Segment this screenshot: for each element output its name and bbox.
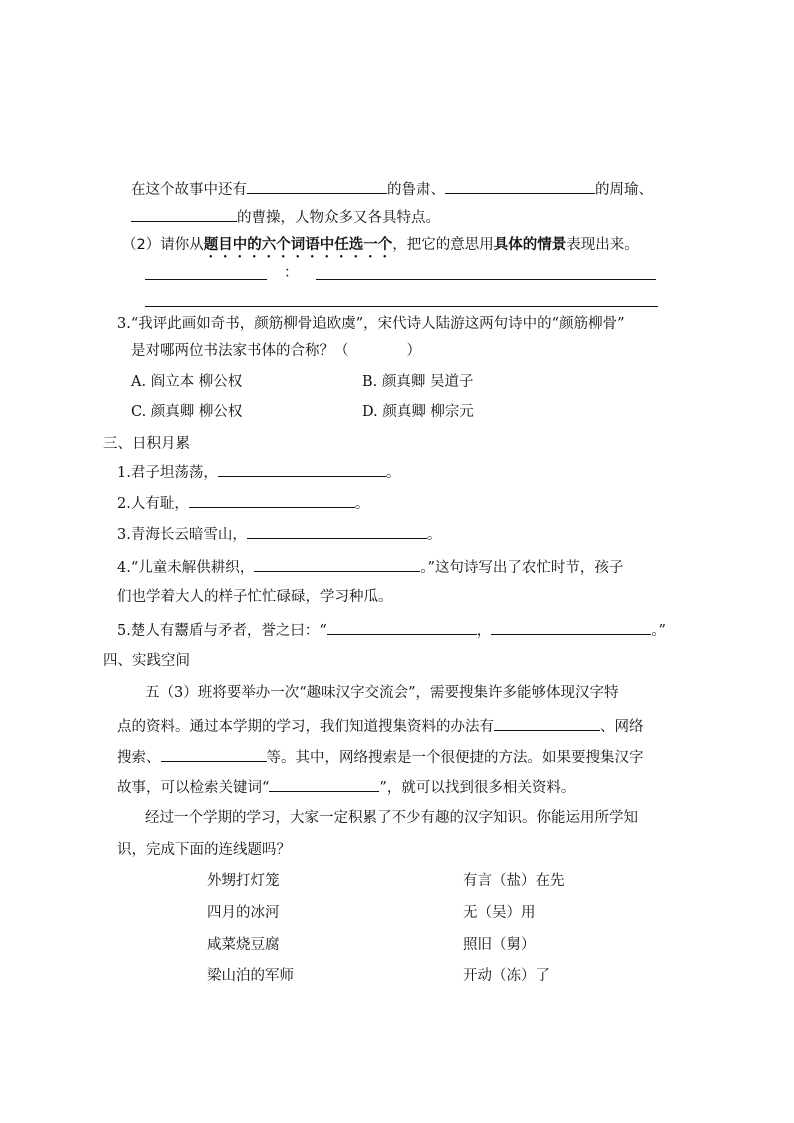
item-text: 5.楚人有鬻盾与矛者，誉之曰：“ [117, 623, 327, 639]
practice-para-1-line-4 [117, 776, 575, 798]
story-line-1 [131, 178, 653, 200]
match-left-item[interactable]: 四月的冰河 [207, 905, 280, 921]
blank-4[interactable] [254, 556, 420, 572]
option-d[interactable] [362, 402, 474, 422]
option-text: 颜真卿 柳宗元 [382, 404, 474, 420]
practice-para-1-line-2 [117, 715, 644, 737]
question-3-line-2: 是对哪两位书法家书体的合称？（ ） [131, 343, 421, 359]
blank-1[interactable] [218, 461, 386, 477]
option-text: 阎立本 柳公权 [150, 374, 243, 390]
emphasis-text: 具体的情景 [493, 237, 567, 253]
para-text: ”，就可以找到很多相关资料。 [379, 780, 576, 796]
blank-caocao[interactable] [131, 206, 237, 222]
item-text: 1.君子坦荡荡， [117, 465, 218, 481]
recite-item-2 [117, 492, 369, 514]
story-text: 在这个故事中还有 [131, 182, 247, 198]
recite-item-5 [117, 619, 666, 641]
practice-para-2-line-2: 识，完成下面的连线题吗？ [117, 842, 291, 858]
blank-5b[interactable] [491, 619, 651, 635]
item-text: 。” [651, 623, 666, 639]
question-text: 表现出来。 [566, 237, 639, 253]
question-text: （2）请你从 [122, 237, 204, 253]
question-3: 3.“我评此画如奇书，颜筋柳骨追欧虞”，宋代诗人陆游这两句诗中的“颜筋柳骨” [117, 316, 625, 332]
para-text: 搜索、 [117, 750, 161, 766]
match-left-item[interactable]: 咸菜烧豆腐 [207, 937, 280, 953]
item-text: ， [476, 623, 492, 639]
practice-para-2-line-1: 经过一个学期的学习，大家一定积累了不少有趣的汉字知识。你能运用所学知 [145, 810, 638, 826]
match-right-item[interactable]: 开动（冻）了 [463, 968, 550, 984]
para-text: 、网络 [600, 719, 644, 735]
item-text: 。 [354, 496, 370, 512]
answer-line-meaning[interactable] [316, 279, 656, 280]
question-text: ，把它的意思用 [392, 237, 494, 253]
blank-2[interactable] [189, 492, 355, 508]
item-text: 。 [385, 465, 401, 481]
option-letter: D. [362, 404, 378, 420]
blank-lusu[interactable] [247, 178, 387, 194]
match-right-item[interactable]: 照旧（舅） [463, 937, 536, 953]
option-letter: B. [362, 374, 378, 390]
story-text: 的鲁肃、 [387, 182, 445, 198]
blank-keyword[interactable] [269, 776, 379, 792]
practice-para-1-line-3 [117, 746, 644, 768]
colon: ： [284, 265, 299, 281]
answer-line-word[interactable] [145, 279, 267, 280]
para-text: 等。其中，网络搜索是一个很便捷的方法。如果要搜集汉字 [266, 750, 644, 766]
recite-item-4-line-2: 们也学着大人的样子忙忙碌碌，学习种瓜。 [117, 589, 393, 605]
question-2-2 [122, 235, 639, 261]
option-c[interactable] [131, 402, 242, 422]
option-letter: C. [131, 404, 147, 420]
story-text: 的周瑜、 [595, 182, 653, 198]
blank-3[interactable] [247, 523, 427, 539]
match-left-item[interactable]: 梁山泊的军师 [207, 968, 294, 984]
answer-line-2[interactable] [145, 306, 658, 307]
option-a[interactable] [131, 372, 242, 392]
item-text: 。”这句诗写出了农忙时节，孩子 [420, 560, 624, 576]
item-text: 4.“儿童未解供耕织， [117, 560, 255, 576]
blank-method[interactable] [494, 715, 600, 731]
blank-method-2[interactable] [161, 746, 267, 762]
item-text: 3.青海长云暗雪山， [117, 527, 247, 543]
match-left-item[interactable]: 外甥打灯笼 [207, 873, 280, 889]
option-text: 颜真卿 吴道子 [381, 374, 474, 390]
story-text: 的曹操，人物众多又各具特点。 [237, 210, 440, 226]
item-text: 。 [426, 527, 442, 543]
para-text: 点的资料。通过本学期的学习，我们知道搜集资料的办法有 [117, 719, 494, 735]
recite-item-1 [117, 461, 400, 483]
section-4-heading: 四、实践空间 [103, 653, 190, 669]
blank-5a[interactable] [327, 619, 477, 635]
para-text: 故事，可以检索关键词“ [117, 780, 270, 796]
practice-para-1-line-1: 五（3）班将要举办一次“趣味汉字交流会”，需要搜集许多能够体现汉字特 [145, 685, 619, 701]
recite-item-3 [117, 523, 441, 545]
option-b[interactable] [362, 372, 473, 392]
item-text: 2.人有耻， [117, 496, 189, 512]
emphasis-text: 题目中的六个词语中任选一个 [203, 237, 393, 253]
story-line-2 [131, 206, 440, 228]
recite-item-4 [117, 556, 623, 578]
match-right-item[interactable]: 有言（盐）在先 [463, 873, 565, 889]
match-right-item[interactable]: 无（吴）用 [463, 905, 536, 921]
blank-zhouyu[interactable] [445, 178, 595, 194]
section-3-heading: 三、日积月累 [103, 436, 190, 452]
option-letter: A. [131, 374, 147, 390]
option-text: 颜真卿 柳公权 [150, 404, 243, 420]
